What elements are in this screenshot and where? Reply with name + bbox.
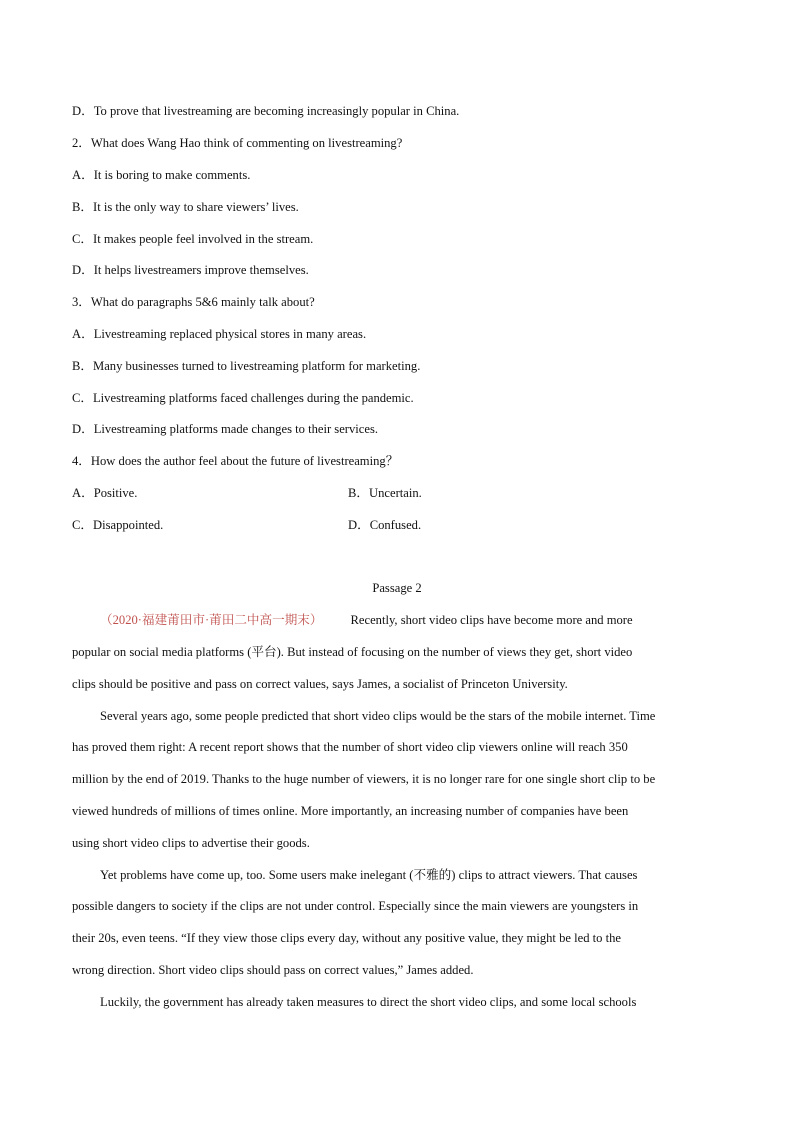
question-2-option-a: A．It is boring to make comments. [72, 168, 251, 182]
passage-line: million by the end of 2019. Thanks to the huge number of viewers, it is no longer rare for one single short clip to be [72, 772, 656, 786]
question-3-option-c: C．Livestreaming platforms faced challenges during the pandemic. [72, 391, 414, 405]
question-2-option-c: C．It makes people feel involved in the stream. [72, 232, 314, 246]
passage-line: viewed hundreds of millions of times online. More importantly, an increasing number of companies have been [72, 804, 629, 818]
question-4-option-c: C．Disappointed. [72, 518, 164, 532]
passage-line: Luckily, the government has already taken measures to direct the short video clips, and some local schools [100, 995, 637, 1009]
question-3-option-d: D．Livestreaming platforms made changes to their services. [72, 422, 379, 436]
passage-text: Recently, short video clips have become more and more [350, 613, 633, 627]
source-citation: （2020·福建莆田市·莆田二中高一期末） [100, 613, 323, 627]
question-2-stem: 2．What does Wang Hao think of commenting on livestreaming? [72, 136, 403, 150]
passage-line: Several years ago, some people predicted that short video clips would be the stars of the mobile internet. Time [100, 709, 656, 723]
passage-line: popular on social media platforms (平台). But instead of focusing on the number of views they get, short video [72, 645, 633, 659]
passage-title: Passage 2 [372, 581, 422, 595]
passage-first-line [100, 612, 633, 628]
passage-line: Yet problems have come up, too. Some users make inelegant (不雅的) clips to attract viewers. That causes [100, 868, 638, 882]
question-4-stem: 4．How does the author feel about the future of livestreaming？ [72, 454, 399, 468]
passage-line: their 20s, even teens. “If they view those clips every day, without any positive value, they might be led to the [72, 931, 621, 945]
question-4-option-d: D．Confused. [348, 518, 422, 532]
question-3-option-a: A．Livestreaming replaced physical stores in many areas. [72, 327, 367, 341]
passage-line: wrong direction. Short video clips should pass on correct values,” James added. [72, 963, 474, 977]
passage-line: has proved them right: A recent report shows that the number of short video clip viewers online will reach 350 [72, 740, 628, 754]
passage-line: using short video clips to advertise their goods. [72, 836, 310, 850]
question-3-option-b: B．Many businesses turned to livestreaming platform for marketing. [72, 359, 421, 373]
question-4-option-a: A．Positive. [72, 486, 138, 500]
question-2-option-d: D．It helps livestreamers improve themselves. [72, 263, 309, 277]
q1-option-d: D．To prove that livestreaming are becoming increasingly popular in China. [72, 104, 460, 118]
question-4-option-b: B．Uncertain. [348, 486, 422, 500]
passage-line: clips should be positive and pass on correct values, says James, a socialist of Princeton University. [72, 677, 568, 691]
question-2-option-b: B．It is the only way to share viewers’ lives. [72, 200, 299, 214]
passage-line: possible dangers to society if the clips are not under control. Especially since the main viewers are youngsters in [72, 899, 639, 913]
question-3-stem: 3．What do paragraphs 5&6 mainly talk about? [72, 295, 315, 309]
